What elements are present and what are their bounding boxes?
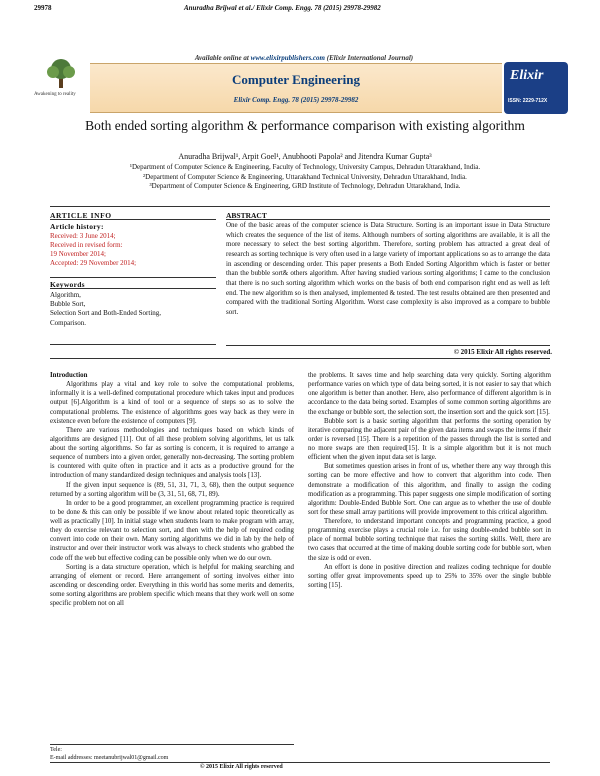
paragraph: the problems. It saves time and help searching data very quickly. Sorting algorithm performance varies on which type of data being sorted, it is not easier to say that which one algorithm is better than another. Here, also performance of different algorithm is in accordance to the data being sorted. Examples of some common sorting algorithms are the exchange or bubble sort, the selection sort, the insertion sort and the quick sort [15]. [308,372,551,416]
page-number: 29978 [34,4,52,12]
paragraph: Bubble sort is a basic sorting algorithm that performs the sorting operation by iterative comparing the adjacent pair of the given data items and swaps the items if their order is reversed [15]. There is a repetition of the passes through the list is sorted and no more swaps are then required[15]. It is a simple algorithm but it is not much efficient when the given input data set is large. [308,417,551,462]
history-heading: Article history: [50,222,104,231]
paragraph: There are various methodologies and techniques based on which kinds of algorithms are designed [11]. Out of all these problem solving algorithms, let us talk about the sorting algorithms. So far as sorting is concern, it is required to arrange a sequence of numbers into a given order, generally non-decreasing. The sorting problem is countered with quite often in practice and it acts as a productive ground for the introduction of many standardized design techniques and analysis tools [13]. [50,426,294,480]
divider [50,762,550,763]
affiliations [60,163,550,192]
tele: Tele: [50,747,62,753]
paragraph: But sometimes question arises in front of us, whether there any way through this sorting can be more effective and how to convert that algorithm into code. Then demonstrate a modification of this algorithm, and finally to assign the coding modification as a programming. This paper suggests one simple modification of sorting algorithm: Double-Ended Bubble Sort. One can argue as to whether the use of double sort for these small array partitions will provide improvement to this critical algorithm. [308,463,551,516]
elixir-logo-text: Elixir [510,68,544,83]
paragraph: An effort is done in positive direction and realizes coding technique for double sorting offer great improvements speed up to 25% to 35% over the single bubble sorting [15]. [308,563,551,589]
publisher-link[interactable]: www.elixirpublishers.com [250,54,325,62]
running-citation: Anuradha Brijwal et al./ Elixir Comp. Engg. 78 (2015) 29978-29982 [184,4,381,12]
tree-icon [42,58,80,88]
divider [50,358,550,359]
divider [50,206,550,207]
paragraph: Therefore, to understand important concepts and programming practice, a good programming exercise plays a crucial role i.e. for using double-ended bubble sort in place of normal bubble sorting technique that raises the sorting skills. Well, there are two cases that occurred at the time of making double sorting code for bubble sort, when the size is odd or even. [308,518,551,562]
paragraph: If the given input sequence is (89, 51, 31, 71, 3, 68), then the output sequence returned by a sorting algorithm will be (3, 31, 51, 68, 71, 89). [50,481,294,498]
availability-line: Available online at www.elixirpublishers.com (Elixir International Journal) [194,54,414,62]
divider [50,344,216,345]
journal-banner [90,63,502,113]
paragraph: Algorithms play a vital and key role to solve the computational problems, informally it is a well-defined computational procedure which takes input and produces output [6].Algorithm is a kind of tool or a sequence of steps so as to solve the computational problems. The existence of algorithms goes way back as they were in existence even before the existence of computers [9]. [50,381,294,425]
body-right-column [308,371,551,590]
divider [226,219,550,220]
abstract-text: One of the basic areas of the computer science is Data Structure. Sorting is an important issue in Data Structure which creates the sequence of the list of items. Although numbers of sorting algorithms are available, it is all the more necessary to select the best sorting algorithm. Therefore, sorting problem has attracted a great deal of research as sorting technique is very often used in a large variety of important applications so as to arrange the data in ascending or descending order. This paper presents a Both Ended Sorting Algorithm which is faster or better than the bubble sort& others algorithm. After having studied various sorting algorithms; I came to the conclusion that there is no such sorting algorithm which works on the basis of both end comparison right end as well as left end. The new algorithm so is then analysed, implemented & tested. The test results obtained are then presented and compared with the traditional Sorting Algorithm. Worst case complexity is also improved as a compare to bubble sort. [226,221,550,316]
divider [226,345,550,346]
abstract-copyright: © 2015 Elixir All rights reserved. [453,348,552,356]
article-history: Received: 3 June 2014; Received in revised form: 19 November 2014; Accepted: 29 November 2014; [50,232,137,267]
authors: Anuradha Brijwal¹, Arpit Goel¹, Anubhooti Papola² and Jitendra Kumar Gupta³ [178,152,432,161]
section-heading: Introduction [50,372,88,379]
email: E-mail addresses: meetanubrijwal01@gmail.com [50,755,169,761]
affiliation: ¹Department of Computer Science & Engineering, Faculty of Technology, University Campus, Dehradun Uttarakhand, India. [129,163,481,171]
paragraph: Sorting is a data structure operation, which is helpful for making searching and arranging of element or record. Here arrangement of sorting involves either into ascending or descending order. Everything in this world has some merits and demerits, some sorting algorithms are problem specific which means that they work well on some specific problem not on all [50,563,294,608]
affiliation: ²Department of Computer Science & Engineering, Uttarakhand Technical University, Dehradun Uttarakhand, India. [143,172,467,181]
affiliation: ³Department of Computer Science & Engineering, GRD Institute of Technology, Dehradun Uttarakhand, India. [149,182,461,190]
publisher-logo-text: Awakening to reality [34,92,76,97]
paragraph: In order to be a good programmer, an excellent programming practice is required to be done & this can only be possible if we know about related topic theoretically as well as practically [10]. In initial stage when students learn to make program with array, they do exercise relevant to selection sort, and then with the help of required coding convert into code on their own. Many sorting algorithms we did in lab by the help of instructor and over their instructor work was always to check students who grabbed the code off the web but effective coding can be possible only when we do our own. [50,499,294,562]
journal-header [34,40,574,116]
footer-copyright: © 2015 Elixir All rights reserved [200,764,283,770]
abstract-heading: ABSTRACT [226,211,267,220]
keywords-heading: Keywords [50,280,85,289]
journal-citation: Elixir Comp. Engg. 78 (2015) 29978-29982 [233,96,359,104]
paper-title: Both ended sorting algorithm & performance comparison with existing algorithm [85,118,525,133]
body-left-column [50,371,294,608]
footnote [50,746,168,762]
journal-name: Computer Engineering [232,72,360,87]
divider [50,744,294,745]
keywords: Algorithm, Bubble Sort, Selection Sort and Both-Ended Sorting, Comparison. [50,291,162,327]
issn: ISSN: 2229-712X [508,98,548,104]
publisher-logo [34,54,86,112]
divider [50,277,216,278]
article-info-heading: ARTICLE INFO [50,211,112,220]
elixir-logo [504,62,568,114]
